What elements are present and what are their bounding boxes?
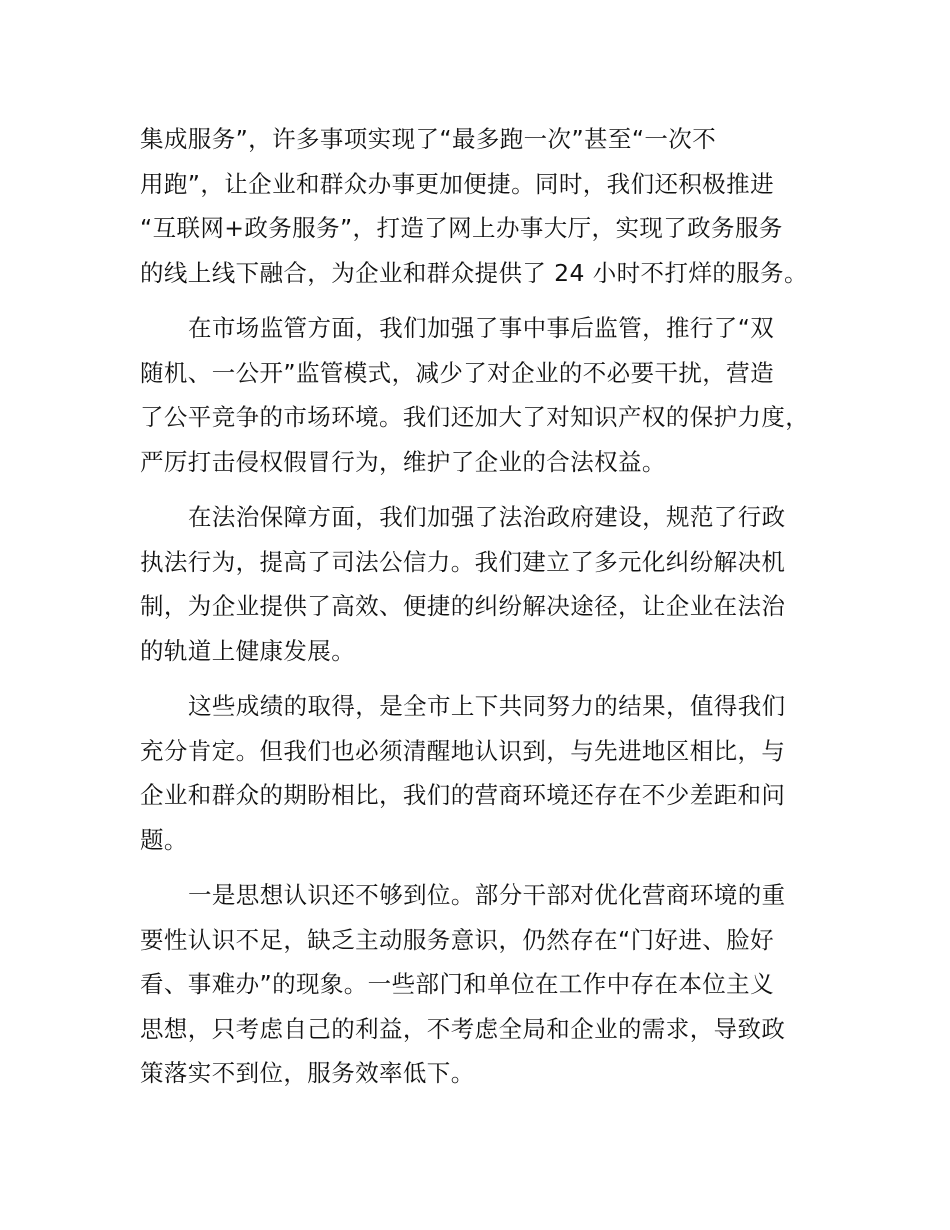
text-line: 的线上线下融合，为企业和群众提供了 24 小时不打烊的服务。 — [140, 258, 808, 287]
paragraph-market-supervision — [140, 306, 830, 484]
text-line: 集成服务”，许多事项实现了“最多跑一次”甚至“一次不 — [140, 125, 717, 153]
paragraph-problem-one — [140, 873, 830, 1096]
text-line: 在市场监管方面，我们加强了事中事后监管，推行了“双 — [188, 314, 775, 342]
text-line: 的轨道上健康发展。 — [140, 636, 356, 665]
text-line: “互联网+政务服务”，打造了网上办事大厅，实现了政务服务 — [140, 214, 783, 242]
paragraph-rule-of-law — [140, 495, 830, 673]
text-line: 在法治保障方面，我们加强了法治政府建设，规范了行政 — [188, 503, 786, 531]
text-line: 思想，只考虑自己的利益，不考虑全局和企业的需求，导致政 — [140, 1014, 786, 1043]
text-line: 企业和群众的期盼相比，我们的营商环境还存在不少差距和问 — [140, 781, 786, 809]
text-line: 要性认识不足，缺乏主动服务意识，仍然存在“门好进、脸好 — [140, 925, 774, 954]
text-line: 严厉打击侵权假冒行为，维护了企业的合法权益。 — [140, 447, 666, 476]
text-line: 制，为企业提供了高效、便捷的纠纷解决途径，让企业在法治 — [140, 592, 786, 620]
paragraph-service-integration — [140, 117, 830, 295]
text-line: 这些成绩的取得，是全市上下共同努力的结果，值得我们 — [188, 692, 786, 720]
text-line: 用跑”，让企业和群众办事更加便捷。同时，我们还积极推进 — [140, 169, 774, 198]
text-line: 策落实不到位，服务效率低下。 — [140, 1059, 475, 1087]
text-line: 一是思想认识还不够到位。部分干部对优化营商环境的重 — [188, 881, 786, 909]
text-line: 执法行为，提高了司法公信力。我们建立了多元化纠纷解决机 — [140, 547, 786, 576]
text-line: 看、事难办”的现象。一些部门和单位在工作中存在本位主义 — [140, 970, 774, 998]
text-line: 了公平竞争的市场环境。我们还加大了对知识产权的保护力度， — [140, 403, 810, 431]
text-line: 充分肯定。但我们也必须清醒地认识到，与先进地区相比，与 — [140, 736, 786, 765]
paragraph-achievements — [140, 684, 830, 862]
document-body — [140, 117, 830, 1107]
text-line: 题。 — [140, 825, 188, 854]
text-line: 随机、一公开”监管模式，减少了对企业的不必要干扰，营造 — [140, 358, 774, 387]
